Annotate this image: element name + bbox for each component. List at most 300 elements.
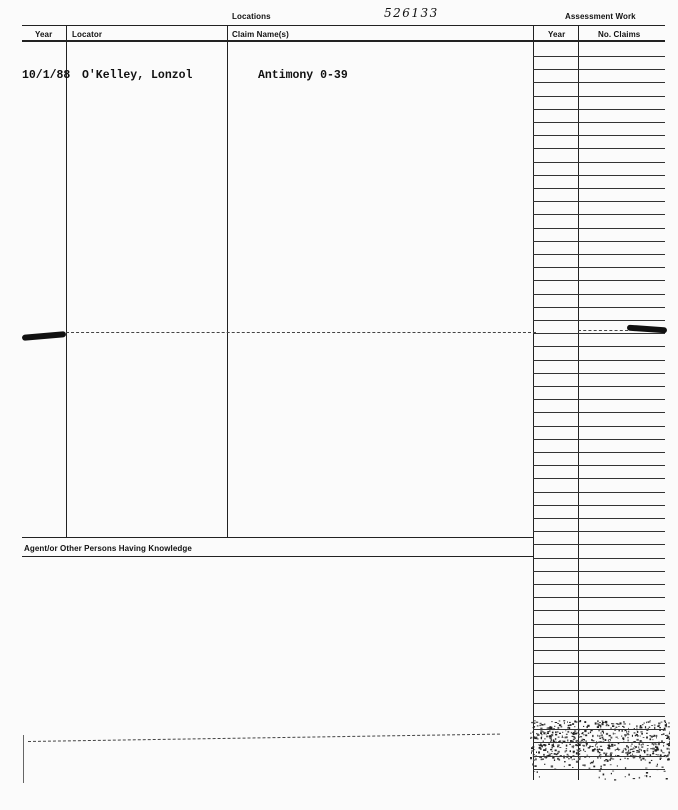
noise-speck: [649, 776, 651, 777]
ledger-row-line: [533, 241, 665, 242]
noise-speck: [613, 733, 614, 735]
ledger-row-line: [533, 412, 665, 413]
noise-speck: [597, 723, 599, 724]
noise-speck: [660, 759, 661, 760]
noise-speck: [633, 747, 634, 749]
ledger-row-line: [533, 162, 665, 163]
column-header-assessment-year: Year: [548, 30, 566, 39]
noise-speck: [541, 737, 542, 739]
ledger-row-line: [533, 254, 665, 255]
ledger-row-line: [533, 518, 665, 519]
ledger-row-line: [533, 122, 665, 123]
noise-speck: [554, 726, 555, 727]
noise-speck: [582, 732, 584, 733]
noise-speck: [625, 749, 626, 751]
ledger-row-line: [533, 360, 665, 361]
noise-speck: [574, 726, 575, 727]
noise-speck: [656, 736, 657, 738]
noise-speck: [625, 776, 626, 777]
noise-speck: [601, 732, 602, 734]
noise-speck: [653, 736, 654, 737]
noise-speck: [557, 758, 559, 760]
noise-speck: [540, 730, 542, 731]
noise-speck: [537, 734, 539, 735]
ledger-row-line: [533, 742, 665, 743]
noise-speck: [569, 764, 571, 766]
noise-speck: [663, 743, 664, 744]
noise-speck: [607, 760, 609, 762]
noise-speck: [662, 767, 664, 768]
noise-speck: [595, 722, 597, 724]
noise-speck: [592, 735, 593, 737]
noise-speck: [612, 759, 614, 760]
scan-dashed-line: [28, 734, 500, 742]
noise-speck: [545, 738, 546, 739]
noise-speck: [544, 745, 546, 747]
noise-speck: [618, 726, 619, 727]
noise-speck: [555, 731, 557, 733]
ledger-row-line: [533, 439, 665, 440]
noise-speck: [611, 737, 613, 739]
noise-speck: [630, 746, 631, 747]
noise-speck: [534, 749, 535, 750]
ledger-row-line: [533, 228, 665, 229]
noise-speck: [655, 743, 656, 745]
noise-speck: [531, 750, 533, 751]
noise-speck: [666, 726, 667, 727]
noise-speck: [546, 734, 547, 735]
noise-speck: [545, 748, 546, 749]
noise-speck: [641, 759, 642, 761]
noise-speck: [597, 749, 598, 751]
noise-speck: [591, 762, 593, 763]
noise-speck: [618, 724, 619, 725]
noise-speck: [544, 764, 545, 765]
noise-speck: [656, 744, 657, 746]
ledger-row-line: [533, 96, 665, 97]
noise-speck: [651, 735, 652, 737]
noise-speck: [650, 720, 651, 721]
noise-speck: [650, 748, 652, 749]
noise-speck: [610, 753, 611, 755]
noise-speck: [600, 758, 601, 759]
noise-speck: [559, 733, 561, 734]
noise-speck: [573, 745, 574, 747]
noise-speck: [649, 727, 651, 728]
noise-speck: [606, 724, 608, 725]
divider-claims-assessment: [533, 25, 534, 780]
ledger-row-line: [533, 333, 665, 334]
noise-speck: [669, 732, 670, 733]
noise-speck: [533, 747, 535, 748]
noise-speck: [551, 747, 553, 749]
noise-speck: [593, 766, 595, 768]
noise-speck: [565, 751, 566, 753]
noise-speck: [579, 744, 581, 746]
ledger-row-line: [533, 56, 665, 57]
noise-speck: [606, 733, 608, 735]
noise-speck: [646, 737, 648, 739]
noise-speck: [572, 767, 573, 768]
column-header-claim-names: Claim Name(s): [232, 30, 289, 39]
noise-speck: [580, 736, 582, 737]
ledger-row-line: [533, 492, 665, 493]
noise-speck: [532, 746, 533, 747]
noise-speck: [616, 737, 618, 738]
noise-speck: [585, 735, 587, 737]
header-bottom-rule: [22, 40, 665, 42]
noise-speck: [612, 725, 614, 727]
noise-speck: [661, 722, 663, 723]
noise-speck: [665, 724, 667, 726]
noise-speck: [637, 752, 639, 753]
noise-speck: [572, 759, 573, 760]
noise-speck: [603, 752, 605, 754]
noise-speck: [650, 738, 652, 740]
noise-speck: [584, 721, 586, 723]
noise-speck: [599, 777, 600, 779]
entry-locator: O'Kelley, Lonzol: [82, 69, 193, 82]
noise-speck: [549, 735, 550, 737]
noise-speck: [642, 724, 644, 725]
ledger-row-line: [533, 610, 665, 611]
noise-speck: [591, 739, 593, 741]
noise-speck: [555, 722, 557, 723]
noise-speck: [638, 746, 639, 748]
noise-speck: [614, 779, 616, 780]
noise-speck: [628, 750, 629, 752]
ledger-row-line: [533, 465, 665, 466]
noise-speck: [574, 721, 576, 723]
column-header-year: Year: [35, 30, 53, 39]
agent-section-label: Agent/or Other Persons Having Knowledge: [24, 544, 192, 553]
noise-speck: [626, 745, 627, 747]
noise-speck: [658, 744, 660, 746]
noise-speck: [534, 736, 535, 738]
noise-speck: [569, 744, 571, 745]
noise-speck: [539, 776, 540, 777]
noise-speck: [636, 725, 638, 727]
ledger-row-line: [533, 769, 665, 770]
noise-speck: [586, 744, 587, 746]
noise-speck: [628, 731, 629, 733]
noise-speck: [562, 732, 563, 733]
noise-speck: [597, 721, 598, 722]
noise-speck: [600, 726, 601, 728]
noise-speck: [603, 774, 605, 776]
noise-speck: [646, 772, 648, 774]
ledger-row-line: [533, 201, 665, 202]
noise-speck: [636, 739, 638, 741]
ledger-row-line: [533, 320, 665, 321]
noise-speck: [656, 754, 657, 755]
column-header-no-claims: No. Claims: [598, 30, 641, 39]
noise-speck: [564, 766, 565, 767]
noise-speck: [601, 735, 603, 736]
noise-speck: [641, 744, 642, 745]
ledger-row-line: [533, 69, 665, 70]
noise-speck: [642, 758, 644, 760]
noise-speck: [590, 732, 591, 734]
noise-speck: [583, 749, 584, 751]
noise-speck: [602, 737, 603, 738]
noise-speck: [573, 752, 574, 753]
noise-speck: [641, 747, 643, 748]
noise-speck: [573, 736, 574, 737]
noise-speck: [580, 750, 582, 751]
noise-speck: [539, 725, 541, 726]
noise-speck: [669, 733, 670, 734]
noise-speck: [646, 733, 648, 734]
noise-speck: [625, 736, 626, 737]
noise-speck: [652, 739, 653, 740]
noise-speck: [546, 736, 548, 738]
noise-speck: [667, 755, 669, 757]
noise-speck: [604, 760, 606, 761]
noise-speck: [563, 721, 565, 722]
noise-speck: [576, 750, 578, 751]
noise-speck: [552, 744, 554, 746]
noise-speck: [590, 730, 592, 731]
noise-speck: [667, 754, 669, 755]
noise-speck: [643, 737, 645, 738]
noise-speck: [632, 735, 633, 737]
noise-speck: [646, 775, 647, 777]
noise-speck: [622, 751, 623, 753]
noise-speck: [551, 734, 553, 736]
noise-speck: [599, 736, 601, 737]
noise-speck: [601, 721, 603, 722]
noise-speck: [632, 751, 634, 752]
noise-speck: [654, 725, 656, 726]
noise-speck: [598, 730, 600, 731]
noise-speck: [665, 722, 666, 723]
noise-speck: [586, 731, 587, 732]
noise-speck: [551, 765, 553, 767]
ledger-row-line: [533, 597, 665, 598]
noise-speck: [657, 726, 658, 727]
noise-speck: [602, 722, 604, 723]
noise-speck: [627, 758, 629, 759]
noise-speck: [625, 734, 627, 735]
noise-speck: [651, 760, 652, 761]
noise-speck: [540, 744, 541, 746]
noise-speck: [603, 732, 604, 734]
ledger-row-line: [533, 729, 665, 730]
ledger-row-line: [533, 505, 665, 506]
noise-speck: [541, 746, 543, 748]
noise-speck: [616, 727, 618, 728]
ledger-row-line: [533, 294, 665, 295]
noise-speck: [619, 749, 620, 750]
serial-number: 526133: [384, 6, 439, 20]
noise-speck: [576, 733, 578, 735]
noise-speck: [634, 748, 635, 749]
noise-speck: [639, 749, 641, 751]
noise-speck: [588, 733, 590, 735]
noise-speck: [583, 726, 584, 727]
noise-speck: [646, 722, 647, 723]
noise-speck: [656, 748, 658, 750]
noise-speck: [573, 759, 575, 760]
noise-speck: [583, 745, 585, 746]
noise-speck: [624, 749, 625, 750]
noise-speck: [620, 722, 622, 724]
noise-speck: [600, 746, 602, 747]
noise-speck: [612, 771, 614, 772]
noise-speck: [627, 733, 629, 735]
noise-speck: [641, 733, 643, 735]
noise-speck: [602, 750, 603, 751]
noise-speck: [616, 723, 618, 724]
noise-speck: [584, 751, 586, 752]
noise-speck: [665, 729, 666, 730]
noise-speck: [667, 759, 669, 761]
noise-speck: [652, 743, 654, 745]
ledger-row-line: [533, 544, 665, 545]
ledger-row-line: [533, 703, 665, 704]
ledger-row-line: [533, 267, 665, 268]
noise-speck: [618, 743, 620, 744]
noise-speck: [663, 733, 665, 735]
noise-speck: [664, 720, 666, 721]
noise-speck: [573, 751, 575, 753]
noise-speck: [660, 758, 662, 759]
noise-speck: [659, 727, 661, 728]
noise-speck: [578, 748, 580, 750]
noise-speck: [599, 770, 601, 771]
ledger-row-line: [533, 624, 665, 625]
noise-speck: [669, 742, 670, 744]
ledger-row-line: [533, 452, 665, 453]
locations-heading: Locations: [232, 12, 271, 21]
noise-speck: [649, 735, 651, 736]
noise-speck: [645, 760, 646, 761]
noise-speck: [620, 759, 621, 760]
noise-speck: [649, 721, 650, 722]
ledger-row-line: [533, 426, 665, 427]
noise-speck: [544, 724, 546, 726]
noise-speck: [566, 734, 568, 735]
ledger-row-line: [533, 663, 665, 664]
noise-speck: [667, 748, 669, 750]
noise-speck: [634, 746, 635, 747]
noise-speck: [534, 771, 535, 772]
noise-speck: [663, 745, 664, 747]
noise-speck: [538, 751, 540, 753]
noise-speck: [540, 732, 542, 734]
noise-speck: [541, 724, 543, 726]
noise-speck: [639, 743, 640, 745]
noise-speck: [603, 764, 605, 765]
noise-speck: [572, 733, 574, 735]
column-header-locator: Locator: [72, 30, 103, 39]
noise-speck: [531, 737, 533, 738]
noise-speck: [539, 747, 541, 749]
noise-speck: [561, 726, 563, 728]
noise-speck: [641, 749, 642, 751]
noise-speck: [569, 722, 571, 723]
noise-speck: [647, 745, 649, 746]
noise-speck: [597, 743, 598, 744]
noise-speck: [552, 758, 554, 759]
noise-speck: [659, 725, 660, 727]
noise-speck: [587, 726, 588, 728]
noise-speck: [549, 753, 550, 754]
noise-speck: [639, 777, 640, 779]
noise-speck: [631, 744, 632, 745]
noise-speck: [624, 758, 626, 759]
noise-speck: [639, 757, 641, 758]
scan-edge-mark: [23, 735, 24, 783]
noise-speck: [566, 745, 568, 747]
noise-speck: [611, 746, 613, 747]
noise-speck: [603, 738, 605, 740]
noise-speck: [577, 745, 579, 747]
noise-speck: [602, 723, 604, 725]
noise-speck: [573, 747, 574, 748]
noise-speck: [663, 752, 665, 753]
noise-speck: [584, 764, 586, 766]
ledger-row-line: [533, 346, 665, 347]
noise-speck: [606, 753, 607, 754]
noise-speck: [668, 723, 670, 724]
noise-speck: [615, 733, 616, 734]
noise-speck: [533, 727, 535, 728]
ledger-row-line: [533, 386, 665, 387]
noise-speck: [572, 723, 574, 725]
noise-speck: [551, 753, 553, 754]
noise-speck: [537, 725, 539, 726]
noise-speck: [576, 752, 578, 754]
noise-speck: [614, 744, 616, 746]
ledger-row-line: [533, 558, 665, 559]
noise-speck: [666, 778, 668, 780]
ledger-row-line: [533, 175, 665, 176]
noise-speck: [550, 738, 551, 740]
noise-speck: [642, 744, 644, 746]
ledger-row-line: [533, 756, 665, 757]
noise-speck: [548, 744, 550, 746]
noise-speck: [624, 724, 626, 725]
ledger-row-line: [533, 214, 665, 215]
noise-speck: [558, 737, 560, 738]
noise-speck: [605, 778, 606, 779]
ledger-row-line: [533, 188, 665, 189]
noise-speck: [555, 734, 557, 736]
noise-speck: [669, 738, 670, 740]
noise-speck: [534, 722, 536, 724]
noise-speck: [549, 730, 550, 732]
noise-speck: [568, 725, 570, 727]
noise-speck: [608, 725, 610, 726]
noise-speck: [554, 753, 556, 755]
noise-speck: [562, 736, 563, 738]
noise-speck: [543, 749, 545, 751]
noise-speck: [578, 734, 580, 736]
noise-speck: [566, 750, 568, 752]
noise-speck: [635, 746, 637, 748]
noise-speck: [570, 724, 571, 726]
entry-claim-name: Antimony 0-39: [258, 69, 348, 82]
noise-speck: [533, 726, 535, 727]
fold-dashed-line-right: [578, 330, 628, 331]
noise-speck: [574, 731, 576, 732]
noise-speck: [570, 750, 571, 752]
header-top-rule: [22, 25, 665, 26]
noise-speck: [658, 723, 660, 725]
noise-speck: [640, 731, 642, 732]
